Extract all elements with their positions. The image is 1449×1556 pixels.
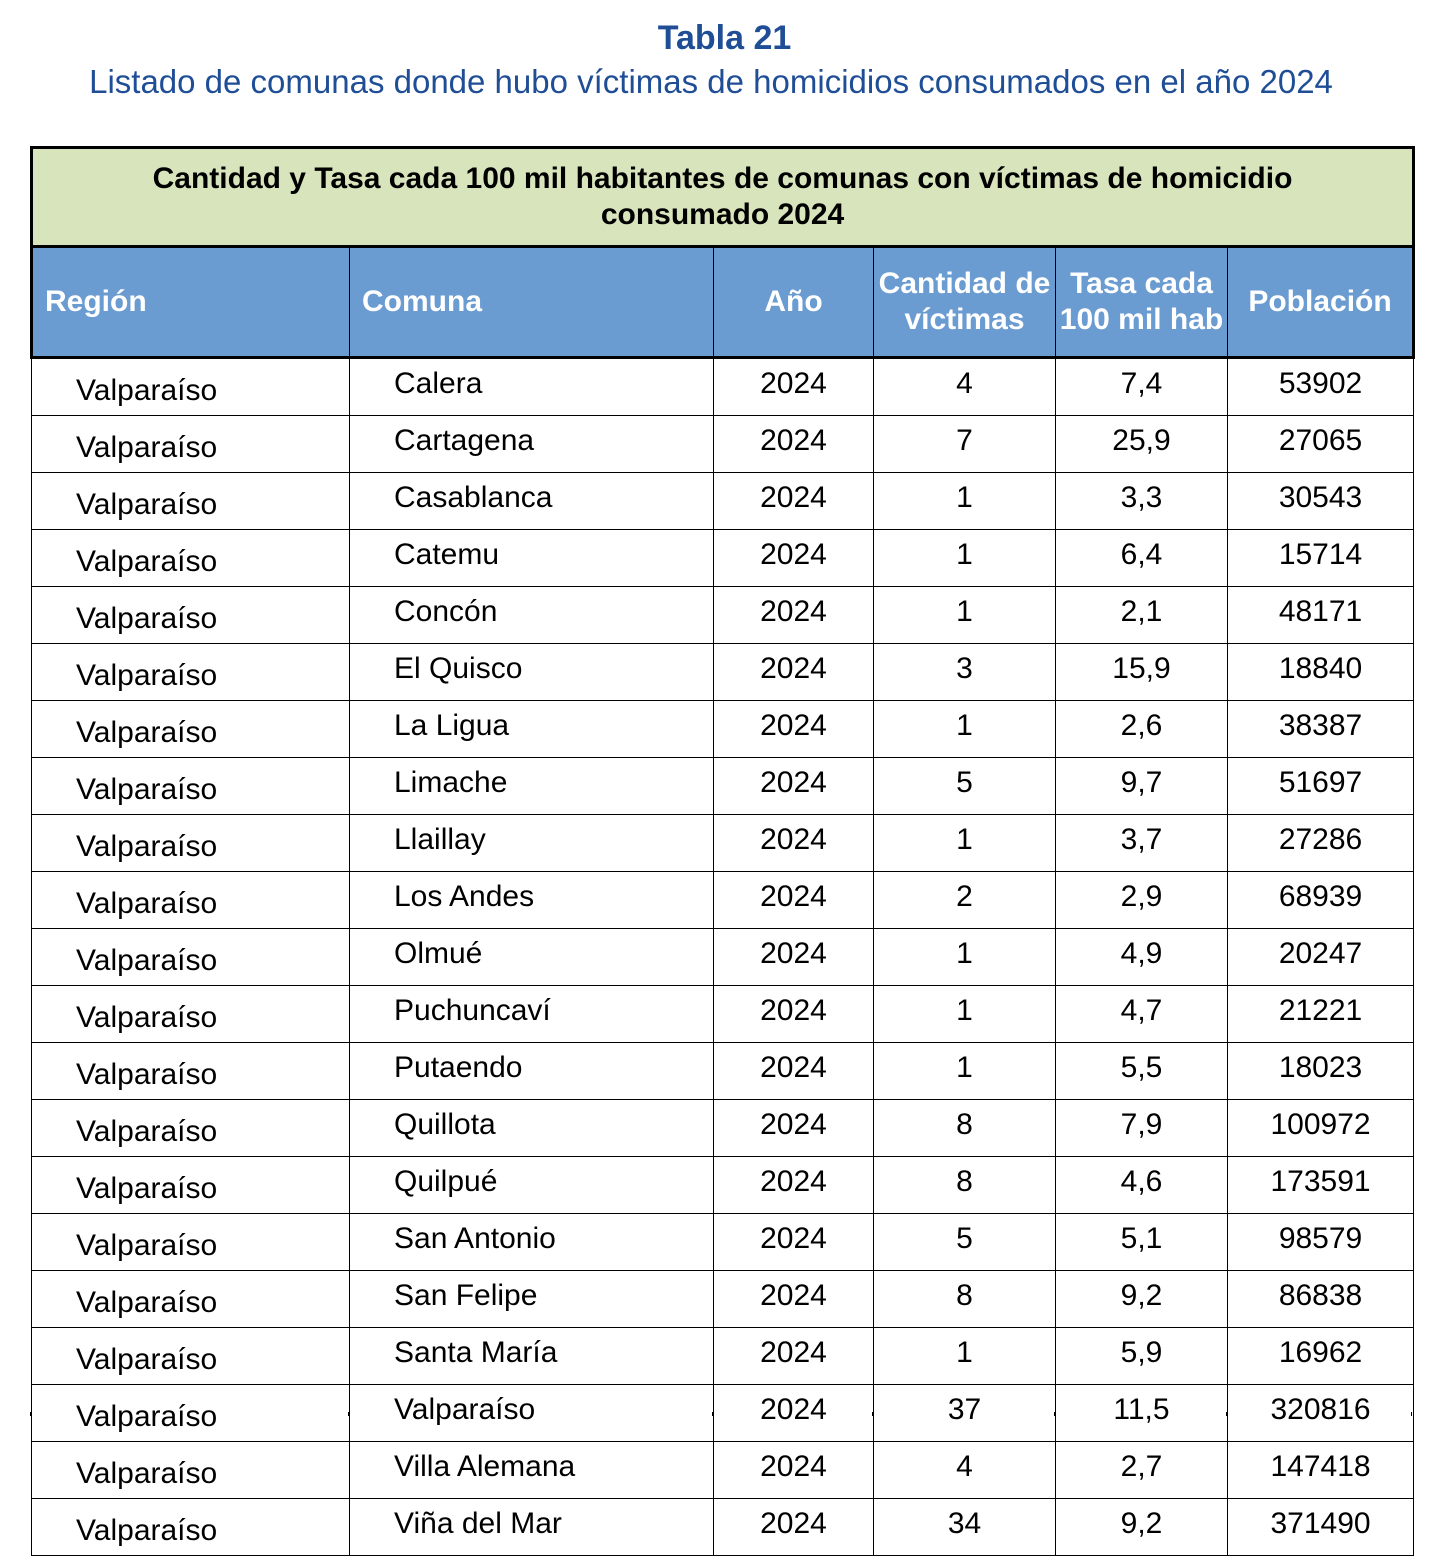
table-subtitle: Listado de comunas donde hubo víctimas de homicidios consumados en el año 2024 bbox=[89, 63, 1333, 100]
cell-region: Valparaíso bbox=[32, 416, 350, 473]
cell-tasa: 4,6 bbox=[1056, 1157, 1228, 1214]
cell-comuna: Catemu bbox=[350, 530, 714, 587]
cell-region: Valparaíso bbox=[32, 1442, 350, 1499]
cell-poblacion: 21221 bbox=[1228, 986, 1414, 1043]
cell-poblacion: 15714 bbox=[1228, 530, 1414, 587]
cell-anio: 2024 bbox=[714, 358, 874, 416]
cell-poblacion: 30543 bbox=[1228, 473, 1414, 530]
cell-comuna: Llaillay bbox=[350, 815, 714, 872]
cell-tasa: 7,4 bbox=[1056, 358, 1228, 416]
cell-cantidad: 34 bbox=[874, 1499, 1056, 1556]
cell-cantidad: 1 bbox=[874, 986, 1056, 1043]
cell-region: Valparaíso bbox=[32, 358, 350, 416]
cell-region: Valparaíso bbox=[32, 587, 350, 644]
cell-cantidad: 8 bbox=[874, 1157, 1056, 1214]
cell-cantidad: 3 bbox=[874, 644, 1056, 701]
cell-anio: 2024 bbox=[714, 1214, 874, 1271]
table-row bbox=[32, 986, 1414, 1043]
cell-anio: 2024 bbox=[714, 1157, 874, 1214]
cell-anio: 2024 bbox=[714, 815, 874, 872]
cell-poblacion: 20247 bbox=[1228, 929, 1414, 986]
table-row bbox=[32, 872, 1414, 929]
cell-region: Valparaíso bbox=[32, 1499, 350, 1556]
cell-cantidad: 1 bbox=[874, 701, 1056, 758]
cell-anio: 2024 bbox=[714, 758, 874, 815]
cell-cantidad: 37 bbox=[874, 1385, 1056, 1442]
cell-cantidad: 1 bbox=[874, 1328, 1056, 1385]
cell-poblacion: 147418 bbox=[1228, 1442, 1414, 1499]
cell-tasa: 3,7 bbox=[1056, 815, 1228, 872]
cell-region: Valparaíso bbox=[32, 986, 350, 1043]
cell-comuna: San Antonio bbox=[350, 1214, 714, 1271]
cell-anio: 2024 bbox=[714, 416, 874, 473]
cell-comuna: Calera bbox=[350, 358, 714, 416]
header-region: Región bbox=[32, 247, 350, 358]
cell-cantidad: 8 bbox=[874, 1100, 1056, 1157]
table-row bbox=[32, 1100, 1414, 1157]
cell-tasa: 5,9 bbox=[1056, 1328, 1228, 1385]
header-poblacion: Población bbox=[1228, 247, 1414, 358]
cell-comuna: Viña del Mar bbox=[350, 1499, 714, 1556]
cell-tasa: 15,9 bbox=[1056, 644, 1228, 701]
cell-poblacion: 18023 bbox=[1228, 1043, 1414, 1100]
cell-anio: 2024 bbox=[714, 701, 874, 758]
table-row bbox=[32, 587, 1414, 644]
table-row bbox=[32, 358, 1414, 416]
cell-anio: 2024 bbox=[714, 1442, 874, 1499]
table-row bbox=[32, 473, 1414, 530]
cell-comuna: Los Andes bbox=[350, 872, 714, 929]
cell-anio: 2024 bbox=[714, 1100, 874, 1157]
cell-tasa: 5,1 bbox=[1056, 1214, 1228, 1271]
cell-comuna: Puchuncaví bbox=[350, 986, 714, 1043]
cell-tasa: 9,2 bbox=[1056, 1499, 1228, 1556]
cell-anio: 2024 bbox=[714, 587, 874, 644]
cell-comuna: Quillota bbox=[350, 1100, 714, 1157]
cell-comuna: Santa María bbox=[350, 1328, 714, 1385]
cell-tasa: 3,3 bbox=[1056, 473, 1228, 530]
table-row bbox=[32, 644, 1414, 701]
cell-anio: 2024 bbox=[714, 644, 874, 701]
cell-anio: 2024 bbox=[714, 1043, 874, 1100]
cell-comuna: Concón bbox=[350, 587, 714, 644]
header-anio: Año bbox=[714, 247, 874, 358]
cell-anio: 2024 bbox=[714, 1328, 874, 1385]
cell-region: Valparaíso bbox=[32, 1328, 350, 1385]
cell-tasa: 4,7 bbox=[1056, 986, 1228, 1043]
table-row bbox=[32, 1328, 1414, 1385]
cell-comuna: Limache bbox=[350, 758, 714, 815]
header-cantidad: Cantidad de víctimas bbox=[874, 247, 1056, 358]
cell-poblacion: 173591 bbox=[1228, 1157, 1414, 1214]
cell-cantidad: 1 bbox=[874, 473, 1056, 530]
cell-poblacion: 48171 bbox=[1228, 587, 1414, 644]
table-title: Tabla 21 bbox=[657, 19, 792, 57]
cell-comuna: La Ligua bbox=[350, 701, 714, 758]
cell-region: Valparaíso bbox=[32, 1157, 350, 1214]
cell-cantidad: 7 bbox=[874, 416, 1056, 473]
cell-poblacion: 16962 bbox=[1228, 1328, 1414, 1385]
table-row bbox=[32, 758, 1414, 815]
cell-tasa: 4,9 bbox=[1056, 929, 1228, 986]
cell-poblacion: 371490 bbox=[1228, 1499, 1414, 1556]
cell-cantidad: 5 bbox=[874, 758, 1056, 815]
cell-anio: 2024 bbox=[714, 986, 874, 1043]
table-row bbox=[32, 815, 1414, 872]
table-row bbox=[32, 530, 1414, 587]
cell-tasa: 5,5 bbox=[1056, 1043, 1228, 1100]
cell-poblacion: 98579 bbox=[1228, 1214, 1414, 1271]
table-continuation bbox=[30, 1412, 1412, 1416]
cell-cantidad: 1 bbox=[874, 815, 1056, 872]
table-row bbox=[32, 701, 1414, 758]
cell-region: Valparaíso bbox=[32, 1271, 350, 1328]
cell-poblacion: 27286 bbox=[1228, 815, 1414, 872]
table-row bbox=[32, 1499, 1414, 1556]
cell-cantidad: 5 bbox=[874, 1214, 1056, 1271]
cell-comuna: Cartagena bbox=[350, 416, 714, 473]
cell-poblacion: 51697 bbox=[1228, 758, 1414, 815]
cell-poblacion: 68939 bbox=[1228, 872, 1414, 929]
cell-region: Valparaíso bbox=[32, 644, 350, 701]
cell-region: Valparaíso bbox=[32, 929, 350, 986]
cell-region: Valparaíso bbox=[32, 1043, 350, 1100]
homicide-table bbox=[30, 146, 1415, 1556]
cell-tasa: 9,7 bbox=[1056, 758, 1228, 815]
cell-anio: 2024 bbox=[714, 872, 874, 929]
table-body bbox=[32, 358, 1414, 1556]
table-caption: Cantidad y Tasa cada 100 mil habitantes de comunas con víctimas de homicidio consumado 2024 bbox=[32, 148, 1414, 247]
table-row bbox=[32, 929, 1414, 986]
cell-comuna: San Felipe bbox=[350, 1271, 714, 1328]
cell-comuna: Quilpué bbox=[350, 1157, 714, 1214]
cell-anio: 2024 bbox=[714, 1271, 874, 1328]
cell-cantidad: 4 bbox=[874, 1442, 1056, 1499]
cell-poblacion: 38387 bbox=[1228, 701, 1414, 758]
cell-tasa: 2,1 bbox=[1056, 587, 1228, 644]
table-row bbox=[32, 1442, 1414, 1499]
cell-region: Valparaíso bbox=[32, 530, 350, 587]
cell-anio: 2024 bbox=[714, 473, 874, 530]
cell-tasa: 11,5 bbox=[1056, 1385, 1228, 1442]
cell-comuna: Villa Alemana bbox=[350, 1442, 714, 1499]
cell-cantidad: 1 bbox=[874, 1043, 1056, 1100]
cell-anio: 2024 bbox=[714, 929, 874, 986]
cell-comuna: Olmué bbox=[350, 929, 714, 986]
cell-region: Valparaíso bbox=[32, 758, 350, 815]
cell-tasa: 2,6 bbox=[1056, 701, 1228, 758]
cell-cantidad: 1 bbox=[874, 530, 1056, 587]
cell-comuna: Putaendo bbox=[350, 1043, 714, 1100]
cell-region: Valparaíso bbox=[32, 1100, 350, 1157]
cell-cantidad: 1 bbox=[874, 587, 1056, 644]
cell-poblacion: 100972 bbox=[1228, 1100, 1414, 1157]
cell-tasa: 2,9 bbox=[1056, 872, 1228, 929]
cell-tasa: 7,9 bbox=[1056, 1100, 1228, 1157]
cell-region: Valparaíso bbox=[32, 1214, 350, 1271]
cell-cantidad: 1 bbox=[874, 929, 1056, 986]
data-table-container bbox=[30, 146, 1412, 1556]
cell-tasa: 6,4 bbox=[1056, 530, 1228, 587]
cell-comuna: El Quisco bbox=[350, 644, 714, 701]
cell-region: Valparaíso bbox=[32, 701, 350, 758]
cell-poblacion: 18840 bbox=[1228, 644, 1414, 701]
cell-poblacion: 27065 bbox=[1228, 416, 1414, 473]
header-row bbox=[32, 247, 1414, 358]
cell-region: Valparaíso bbox=[32, 872, 350, 929]
cell-poblacion: 86838 bbox=[1228, 1271, 1414, 1328]
cell-cantidad: 4 bbox=[874, 358, 1056, 416]
cell-cantidad: 8 bbox=[874, 1271, 1056, 1328]
table-row bbox=[32, 1271, 1414, 1328]
cell-comuna: Casablanca bbox=[350, 473, 714, 530]
cell-cantidad: 2 bbox=[874, 872, 1056, 929]
table-row bbox=[32, 1043, 1414, 1100]
cell-tasa: 2,7 bbox=[1056, 1442, 1228, 1499]
header-tasa: Tasa cada 100 mil hab bbox=[1056, 247, 1228, 358]
cell-poblacion: 53902 bbox=[1228, 358, 1414, 416]
cell-region: Valparaíso bbox=[32, 1385, 350, 1442]
cell-tasa: 9,2 bbox=[1056, 1271, 1228, 1328]
cell-poblacion: 320816 bbox=[1228, 1385, 1414, 1442]
cell-anio: 2024 bbox=[714, 530, 874, 587]
cell-comuna: Valparaíso bbox=[350, 1385, 714, 1442]
table-row bbox=[32, 1157, 1414, 1214]
cell-region: Valparaíso bbox=[32, 473, 350, 530]
caption-row bbox=[32, 148, 1414, 247]
cell-region: Valparaíso bbox=[32, 815, 350, 872]
header-comuna: Comuna bbox=[350, 247, 714, 358]
cell-anio: 2024 bbox=[714, 1385, 874, 1442]
table-row bbox=[32, 1214, 1414, 1271]
table-row bbox=[32, 416, 1414, 473]
cell-tasa: 25,9 bbox=[1056, 416, 1228, 473]
cell-anio: 2024 bbox=[714, 1499, 874, 1556]
